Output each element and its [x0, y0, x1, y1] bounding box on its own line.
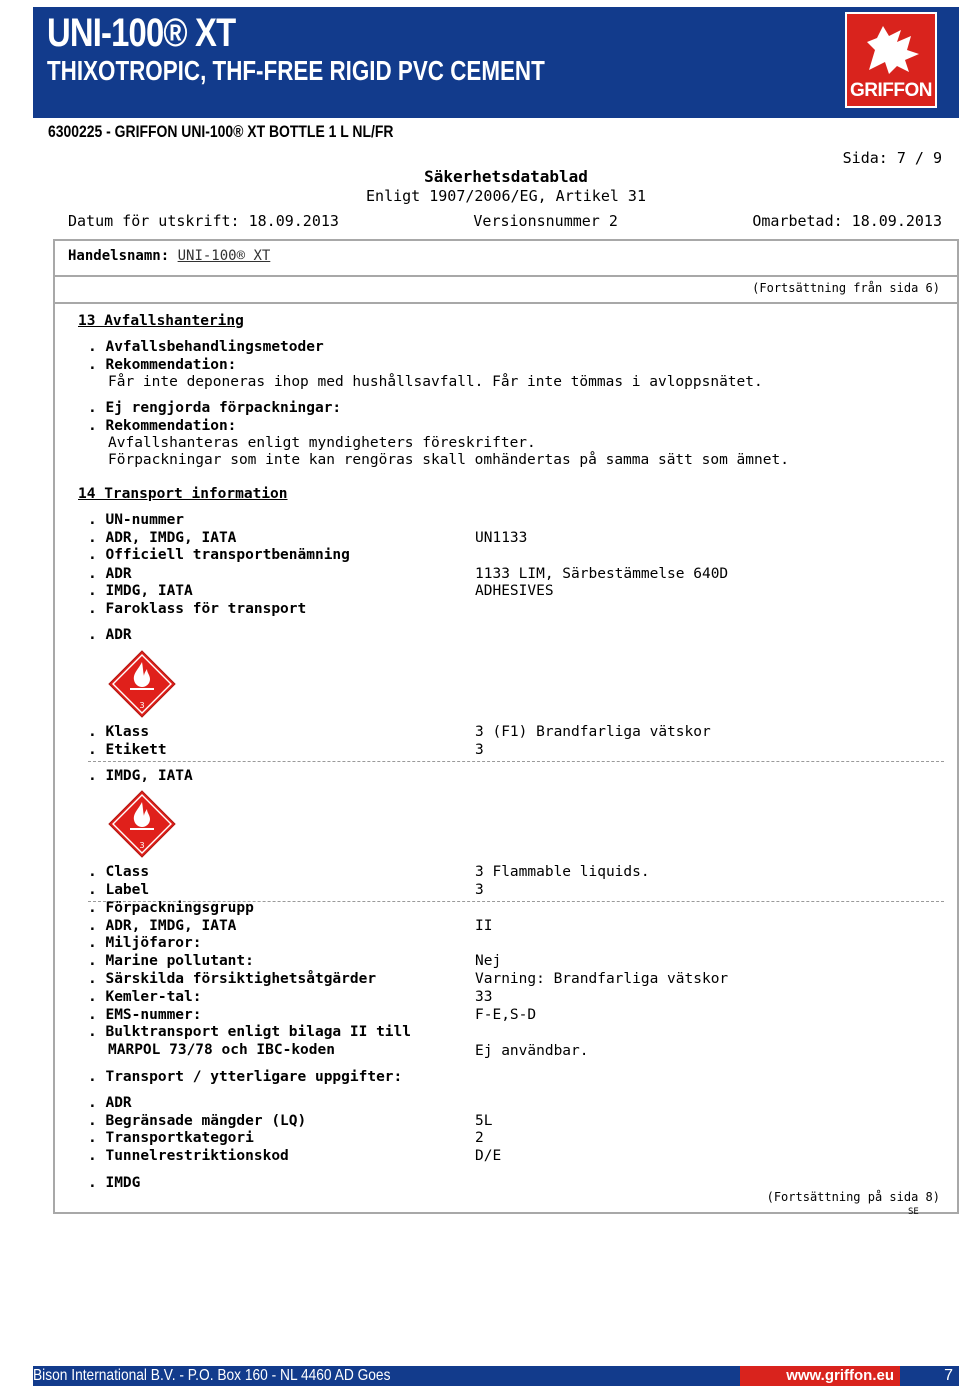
language-code: SE: [908, 1207, 919, 1217]
packing-group-label: . Förpackningsgrupp: [88, 900, 254, 916]
tunnel-code-label: . Tunnelrestriktionskod: [88, 1148, 289, 1164]
print-date: Datum för utskrift: 18.09.2013: [68, 212, 339, 230]
section-14-heading: 14 Transport information: [78, 486, 288, 502]
griffin-icon: [861, 20, 925, 78]
tradename-value: UNI-100® XT: [177, 248, 271, 264]
pictogram-number: 3: [139, 701, 145, 710]
product-title: UNI-100® XT: [47, 11, 236, 55]
un-modes-label: . ADR, IMDG, IATA: [88, 530, 237, 546]
bulk-transport-value: Ej användbar.: [475, 1043, 589, 1059]
website-link[interactable]: www.griffon.eu: [740, 1366, 900, 1386]
klass-label: . Klass: [88, 724, 150, 740]
divider: [55, 302, 957, 304]
hazard-class-label: . Faroklass för transport: [88, 601, 307, 617]
s13-line: . Avfallsbehandlingsmetoder: [88, 339, 324, 355]
special-precautions-label: . Särskilda försiktighetsåtgärder: [88, 971, 377, 987]
klass-value: 3 (F1) Brandfarliga vätskor: [475, 724, 711, 740]
ems-label: . EMS-nummer:: [88, 1007, 202, 1023]
transport-category-label: . Transportkategori: [88, 1130, 254, 1146]
imdg-label: . IMDG, IATA: [88, 583, 193, 599]
page-number: Sida: 7 / 9: [842, 149, 942, 167]
packing-group-modes: . ADR, IMDG, IATA: [88, 918, 237, 934]
griffon-logo: [845, 12, 937, 108]
label-label: . Label: [88, 882, 150, 898]
version-number: Versionsnummer 2: [473, 212, 618, 230]
class-label: . Class: [88, 864, 150, 880]
tradename-label: Handelsnamn:: [68, 248, 170, 264]
dashed-divider: [88, 761, 944, 762]
etikett-value: 3: [475, 742, 484, 758]
imdg-iata-heading: . IMDG, IATA: [88, 768, 193, 784]
imdg-heading-2: . IMDG: [88, 1175, 141, 1191]
document-title: Säkerhetsdatablad: [424, 167, 588, 186]
un-number-label: . UN-nummer: [88, 512, 185, 528]
logo-text: GRIFFON: [850, 80, 932, 101]
product-subtitle: THIXOTROPIC, THF-FREE RIGID PVC CEMENT: [47, 55, 545, 86]
shipping-name-label: . Officiell transportbenämning: [88, 547, 350, 563]
limited-quantity-label: . Begränsade mängder (LQ): [88, 1113, 307, 1129]
product-code: 6300225 - GRIFFON UNI-100® XT BOTTLE 1 L NL/FR: [48, 122, 394, 141]
ems-value: F-E,S-D: [475, 1007, 537, 1023]
flame-hazard-icon: [108, 790, 176, 858]
document-meta: [68, 212, 942, 230]
marine-pollutant-label: . Marine pollutant:: [88, 953, 254, 969]
label-value: 3: [475, 882, 484, 898]
continued-on: (Fortsättning på sida 8): [766, 1190, 940, 1204]
etikett-label: . Etikett: [88, 742, 167, 758]
header-banner: [33, 7, 959, 118]
adr-heading-2: . ADR: [88, 1095, 132, 1111]
s13-line: . Rekommendation:: [88, 357, 237, 373]
pictogram-number: 3: [139, 841, 145, 850]
adr-value: 1133 LIM, Särbestämmelse 640D: [475, 566, 729, 582]
marine-pollutant-value: Nej: [475, 953, 502, 969]
divider: [55, 275, 957, 277]
env-hazards-label: . Miljöfaror:: [88, 935, 202, 951]
adr-label: . ADR: [88, 566, 132, 582]
special-precautions-value: Varning: Brandfarliga vätskor: [475, 971, 729, 987]
section-13-heading: 13 Avfallshantering: [78, 313, 244, 329]
company-address: Bison International B.V. - P.O. Box 160 - NL 4460 AD Goes: [33, 1367, 391, 1384]
transport-extra-label: . Transport / ytterligare uppgifter:: [88, 1069, 403, 1085]
flame-hazard-icon: [108, 650, 176, 718]
continued-from: (Fortsättning från sida 6): [752, 281, 940, 295]
s13-line: . Rekommendation:: [88, 418, 237, 434]
un-number-value: UN1133: [475, 530, 528, 546]
packing-group-value: II: [475, 918, 493, 934]
transport-category-value: 2: [475, 1130, 484, 1146]
s13-line: . Ej rengjorda förpackningar:: [88, 400, 342, 416]
tradename: [68, 248, 270, 264]
s13-line: Får inte deponeras ihop med hushållsavfall. Får inte tömmas i avloppsnätet.: [108, 374, 763, 390]
kemler-label: . Kemler-tal:: [88, 989, 202, 1005]
bulk-transport-label: . Bulktransport enligt bilaga II till: [88, 1024, 412, 1040]
footer-bar: [33, 1366, 959, 1386]
class-value: 3 Flammable liquids.: [475, 864, 650, 880]
footer-page-number: 7: [944, 1367, 953, 1384]
s13-line: Förpackningar som inte kan rengöras skall omhändertas på samma sätt som ämnet.: [108, 452, 789, 468]
limited-quantity-value: 5L: [475, 1113, 493, 1129]
bulk-transport-label-2: MARPOL 73/78 och IBC-koden: [108, 1042, 335, 1058]
imdg-value: ADHESIVES: [475, 583, 554, 599]
adr-heading: . ADR: [88, 627, 132, 643]
tunnel-code-value: D/E: [475, 1148, 502, 1164]
revised-date: Omarbetad: 18.09.2013: [752, 212, 942, 230]
s13-line: Avfallshanteras enligt myndigheters föreskrifter.: [108, 435, 536, 451]
document-regulation: Enligt 1907/2006/EG, Artikel 31: [366, 187, 646, 205]
kemler-value: 33: [475, 989, 493, 1005]
